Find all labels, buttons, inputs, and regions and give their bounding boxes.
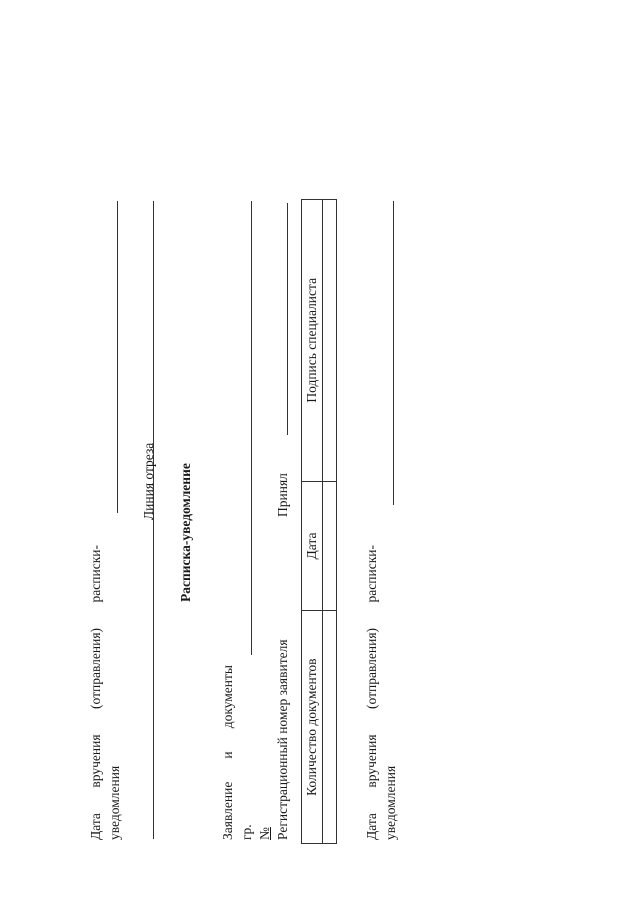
header-date: Дата: [302, 481, 323, 611]
statement-line: [220, 665, 236, 840]
reg-number-label: Регистрационный номер заявителя: [275, 639, 290, 840]
header-doc-count: Количество документов: [302, 611, 323, 844]
received-label: Принял: [275, 473, 290, 517]
bottom-word-2: вручения: [364, 734, 379, 788]
bottom-date-fill-line: [393, 201, 394, 505]
bottom-delivery-date-line2: уведомления: [383, 765, 398, 840]
top-word-3: (отправления): [88, 627, 103, 709]
top-word-2: вручения: [88, 734, 103, 788]
bottom-word-4: расписки-: [364, 545, 379, 603]
top-delivery-date-line2: уведомления: [107, 765, 122, 840]
received-fill-line: [287, 203, 288, 435]
statement-fill-line: [251, 201, 252, 655]
bottom-word-1: Дата: [364, 813, 379, 840]
statement-word-3: документы: [220, 665, 235, 729]
number-prefix: №: [257, 827, 272, 840]
bottom-word-3: (отправления): [364, 627, 379, 709]
header-specialist-signature: Подпись специалиста: [302, 200, 323, 482]
citizen-prefix: гр.: [239, 824, 254, 840]
cell-signature: [323, 200, 337, 482]
cell-doc-count: [323, 611, 337, 844]
statement-word-2: и: [220, 751, 235, 759]
cut-line-label: Линия отреза: [141, 442, 156, 520]
cut-line: [153, 201, 154, 839]
statement-word-1: Заявление: [220, 781, 235, 840]
top-delivery-date-line1: [88, 545, 104, 840]
form-title: Расписка-уведомление: [178, 463, 193, 602]
top-word-4: расписки-: [88, 545, 103, 603]
documents-table: [301, 199, 337, 844]
top-word-1: Дата: [88, 813, 103, 840]
table-row: [323, 200, 337, 844]
cell-date: [323, 481, 337, 611]
bottom-delivery-date-line1: [364, 545, 380, 840]
table-header-row: [302, 200, 323, 844]
top-date-fill-line: [117, 201, 118, 513]
